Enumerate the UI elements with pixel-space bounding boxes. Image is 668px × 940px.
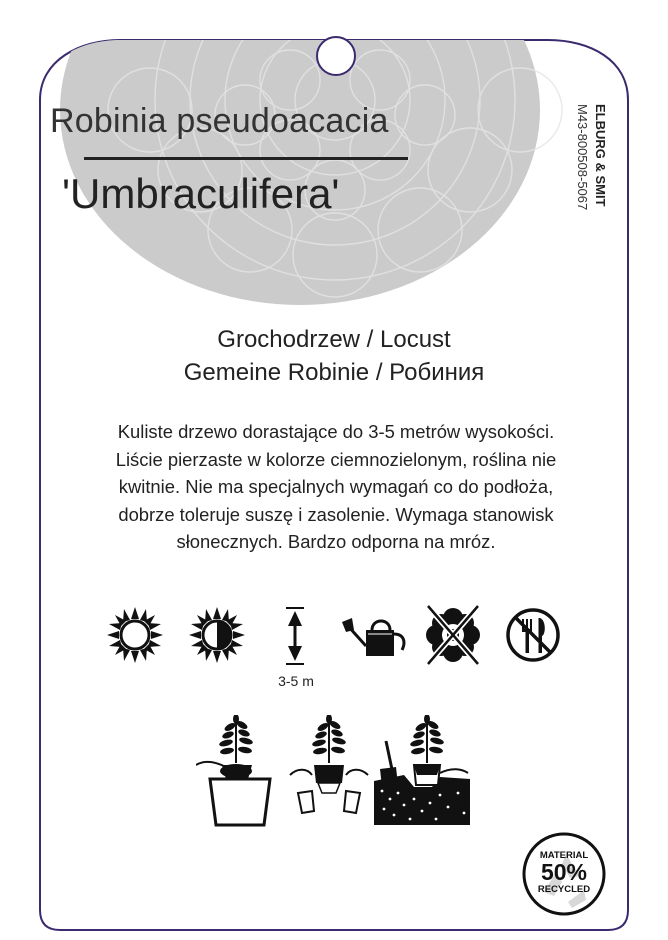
badge-recycled-text: RECYCLED (537, 884, 591, 895)
care-icons (0, 604, 668, 674)
badge-material-text: MATERIAL (539, 850, 589, 861)
hang-hole (317, 37, 355, 75)
title-divider (84, 157, 408, 160)
height-label: 3-5 m (278, 673, 314, 689)
full-sun-icon (106, 606, 164, 664)
description-line: kwitnie. Nie ma specjalnych wymagań co do podłoża, (118, 476, 554, 497)
no-flowers-icon (424, 604, 482, 666)
description-line: słonecznych. Bardzo odporna na mróz. (176, 531, 496, 552)
description-line: Kuliste drzewo dorastające do 3-5 metrów wysokości. (117, 421, 555, 442)
common-name-line: Grochodrzew / Locust (217, 326, 451, 353)
half-shade-icon (188, 606, 246, 664)
not-edible-icon (504, 606, 562, 664)
brand-name: ELBURG & SMIT (593, 104, 608, 207)
planting-steps (0, 715, 668, 830)
recycled-material-badge (522, 832, 606, 916)
plant-in-soil-step-icon (374, 715, 470, 827)
description (62, 418, 610, 556)
height-arrow-icon (282, 606, 308, 666)
description-line: Liście pierzaste w kolorze ciemnozielonym, roślina nie (115, 448, 557, 470)
description-line: dobrze toleruje suszę i zasolenie. Wymaga stanowisk (118, 503, 554, 525)
common-name-line: Gemeine Robinie / Робиния (183, 359, 485, 386)
header-ornament (0, 0, 668, 330)
product-code: M43-800508-5067 (575, 104, 590, 211)
badge-percent-text: 50% (540, 859, 588, 885)
remove-pot-step-icon (196, 715, 284, 827)
cultivar-name: 'Umbraculifera' (62, 170, 340, 217)
common-names (0, 323, 668, 389)
latin-name: Robinia pseudoacacia (50, 102, 389, 140)
loosen-roots-step-icon (288, 715, 370, 827)
watering-can-icon (342, 612, 410, 660)
